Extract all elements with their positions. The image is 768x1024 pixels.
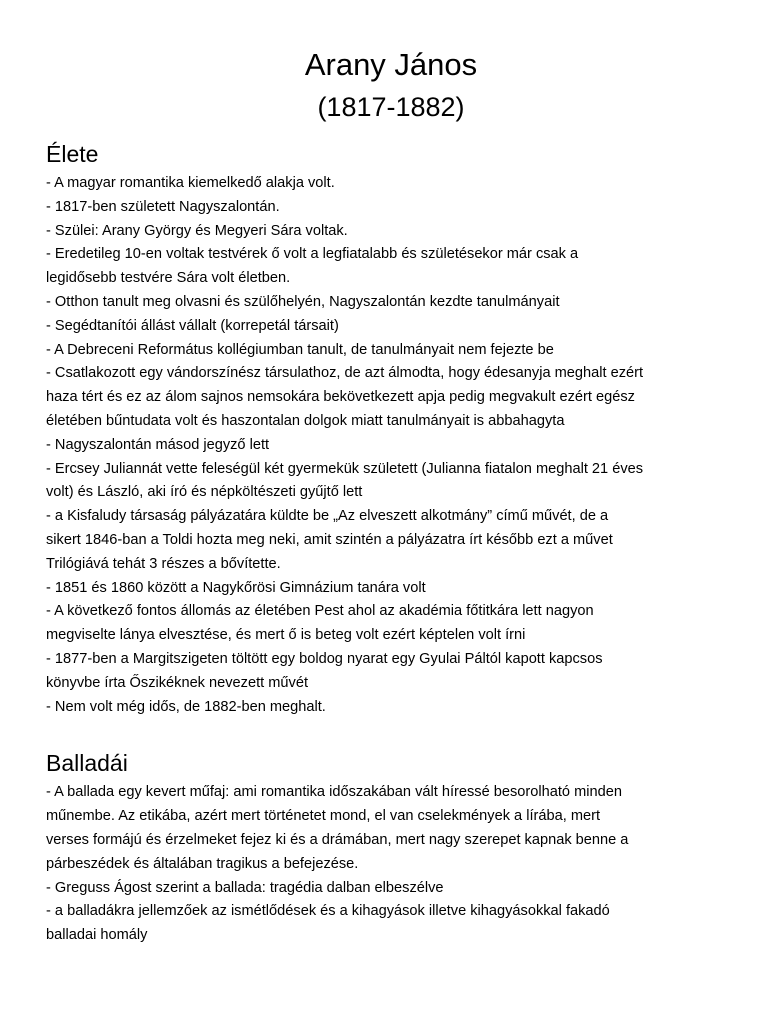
text-line: Trilógiává tehát 3 részes a bővítette. [46, 555, 281, 572]
document-title: Arany János [304, 47, 478, 82]
section-body-balladai [46, 781, 736, 948]
text-line: sikert 1846-ban a Toldi hozta meg neki, amit szintén a pályázatra írt később ezt a művet [46, 531, 613, 548]
text-line: - A Debreceni Református kollégiumban tanult, de tanulmányait nem fejezte be [46, 341, 554, 358]
text-line: - A következő fontos állomás az életében Pest ahol az akadémia főtitkára lett nagyon [46, 603, 594, 620]
text-line: megviselte lánya elvesztése, és mert ő is beteg volt ezért képtelen volt írni [46, 627, 526, 644]
section-heading-balladai: Balladái [46, 750, 128, 777]
text-line: verses formájú és érzelmeket fejez ki és a drámában, mert nagy szerepet kapnak benne a [46, 831, 629, 848]
text-line: könyvbe írta Őszikéknek nevezett művét [46, 674, 308, 691]
text-line: - A ballada egy kevert műfaj: ami romantika időszakában vált híressé besorolható minden [46, 784, 622, 801]
text-line: - Greguss Ágost szerint a ballada: tragédia dalban elbeszélve [46, 879, 444, 896]
text-line: párbeszédek és általában tragikus a befejezése. [46, 855, 359, 872]
text-line: - Eredetileg 10-en voltak testvérek ő volt a legfiatalabb és születésekor már csak a [46, 246, 579, 263]
document-page [46, 44, 736, 948]
text-line: - Segédtanítói állást vállalt (korrepetál társait) [46, 317, 339, 334]
text-line: - Szülei: Arany György és Megyeri Sára voltak. [46, 222, 348, 239]
text-line: - Nem volt még idős, de 1882-ben meghalt. [46, 698, 326, 715]
text-line: életében bűntudata volt és haszontalan dolgok miatt tanulmányait is abbahagyta [46, 412, 565, 429]
text-line: legidősebb testvére Sára volt életben. [46, 270, 291, 287]
text-line: balladai homály [46, 927, 148, 944]
text-line: haza tért és ez az álom sajnos nemsokára bekövetkezett apja pedig megvakult ezért egész [46, 389, 635, 406]
text-line: - Nagyszalontán másod jegyző lett [46, 436, 270, 453]
document-subtitle: (1817-1882) [317, 92, 465, 122]
text-line: - Otthon tanult meg olvasni és szülőhelyén, Nagyszalontán kezdte tanulmányait [46, 293, 560, 310]
text-line: - a Kisfaludy társaság pályázatára küldte be „Az elveszett alkotmány” című művét, de a [46, 508, 609, 525]
text-line: - 1877-ben a Margitszigeten töltött egy boldog nyarat egy Gyulai Páltól kapott kapcsos [46, 650, 603, 667]
text-line: - 1817-ben született Nagyszalontán. [46, 198, 280, 215]
text-line: - a balladákra jellemzőek az ismétlődések és a kihagyások illetve kihagyásokkal fakadó [46, 903, 610, 920]
text-line: - Ercsey Juliannát vette feleségül két gyermekük született (Julianna fiatalon meghalt 21 éves [46, 460, 644, 477]
section-body-elete [46, 172, 736, 719]
text-line: műnembe. Az etikába, azért mert történetet mond, el van cselekmények a lírába, mert [46, 808, 601, 825]
text-line: - A magyar romantika kiemelkedő alakja volt. [46, 175, 335, 191]
text-line: - Csatlakozott egy vándorszínész társulathoz, de azt álmodta, hogy édesanyja meghalt ezért [46, 365, 644, 382]
section-heading-elete: Élete [46, 141, 99, 167]
text-line: volt) és László, aki író és népköltészeti gyűjtő lett [46, 484, 363, 501]
text-line: - 1851 és 1860 között a Nagykőrösi Gimnázium tanára volt [46, 579, 426, 596]
